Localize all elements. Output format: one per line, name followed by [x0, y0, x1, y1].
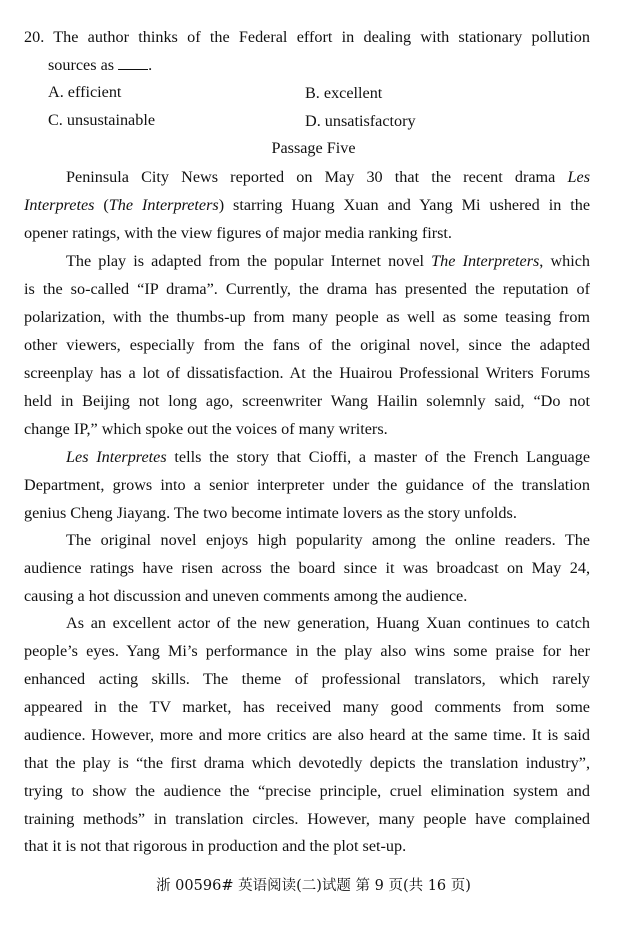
p3-line-1: [66, 447, 590, 467]
p3-line-3: genius Cheng Jiayang. The two become intimate lovers as the story unfolds.: [24, 504, 517, 522]
option-a: A. efficient: [48, 83, 122, 101]
p4-line-3: causing a hot discussion and uneven comments among the audience.: [24, 587, 468, 605]
question-stem-line-1: [24, 27, 590, 47]
p2-line-1: [66, 251, 590, 271]
p5-line-2: people’s eyes. Yang Mi’s performance in the play also wins some praise for her: [24, 642, 590, 660]
option-b: B. excellent: [305, 84, 383, 102]
p1-line-3: opener ratings, with the view figures of major media ranking first.: [24, 224, 452, 242]
p5-line-6: that the play is “the first drama which devotedly depicts the translation industry”,: [24, 754, 590, 772]
p5-line-3: enhanced acting skills. The theme of professional translators, which rarely: [24, 670, 590, 688]
p1-paren: (: [103, 196, 109, 214]
option-d: D. unsatisfactory: [305, 112, 416, 130]
p1-italic-1: Les: [567, 168, 590, 186]
p1-line-1: [66, 167, 590, 187]
p2-text-1b: , which: [539, 252, 590, 270]
p1-italic-3: The Interpreters: [108, 196, 219, 214]
p1-line-2: [24, 195, 590, 215]
p4-line-1: The original novel enjoys high popularity among the online readers. The: [66, 531, 590, 549]
p5-line-1: As an excellent actor of the new generation, Huang Xuan continues to catch: [66, 614, 590, 632]
p3-text-1: tells the story that Cioffi, a master of the French Language: [174, 448, 590, 466]
question-stem-line-2: [48, 55, 590, 75]
question-stem-text-1: 20. The author thinks of the Federal effort in dealing with stationary pollution: [24, 28, 590, 46]
page-footer: 浙 00596# 英语阅读(二)试题 第 9 页(共 16 页): [156, 878, 471, 894]
p5-line-4: appeared in the TV market, has received many good comments from some: [24, 698, 590, 716]
p5-line-7: trying to show the audience the “precise principle, cruel elimination system and: [24, 782, 590, 800]
p3-italic-1: Les Interpretes: [66, 448, 167, 466]
p1-text-2: ) starring Huang Xuan and Yang Mi ushered in the: [218, 196, 590, 214]
p2-line-2: is the so-called “IP drama”. Currently, the drama has presented the reputation of: [24, 280, 590, 298]
p5-line-8: training methods” in translation circles. However, many people have complained: [24, 810, 590, 828]
p1-italic-2: Interpretes: [24, 196, 95, 214]
question-stem-text-2: sources as: [48, 56, 115, 74]
p2-text-1: The play is adapted from the popular Internet novel: [66, 252, 425, 270]
option-c: C. unsustainable: [48, 111, 156, 129]
p2-line-6: held in Beijing not long ago, screenwriter Wang Hailin solemnly said, “Do not: [24, 392, 590, 410]
p1-text-1: Peninsula City News reported on May 30 that the recent drama: [66, 168, 556, 186]
p4-line-2: audience ratings have risen across the board since it was broadcast on May 24,: [24, 559, 590, 577]
p3-line-2: Department, grows into a senior interpreter under the guidance of the translation: [24, 476, 590, 494]
p2-line-7: change IP,” which spoke out the voices of many writers.: [24, 420, 388, 438]
answer-blank: [118, 55, 148, 70]
question-stem-period: .: [148, 56, 153, 74]
passage-title: Passage Five: [271, 139, 356, 157]
p2-line-4: other viewers, especially from the fans of the original novel, since the adapted: [24, 336, 590, 354]
p2-line-3: polarization, with the thumbs-up from many people as well as some teasing from: [24, 308, 590, 326]
p2-line-5: screenplay has a lot of dissatisfaction. At the Huairou Professional Writers Forums: [24, 364, 590, 382]
p2-italic-1: The Interpreters: [431, 252, 540, 270]
p5-line-5: audience. However, more and more critics are also heard at the same time. It is said: [24, 726, 590, 744]
p5-line-9: that it is not that rigorous in production and the plot set-up.: [24, 837, 407, 855]
